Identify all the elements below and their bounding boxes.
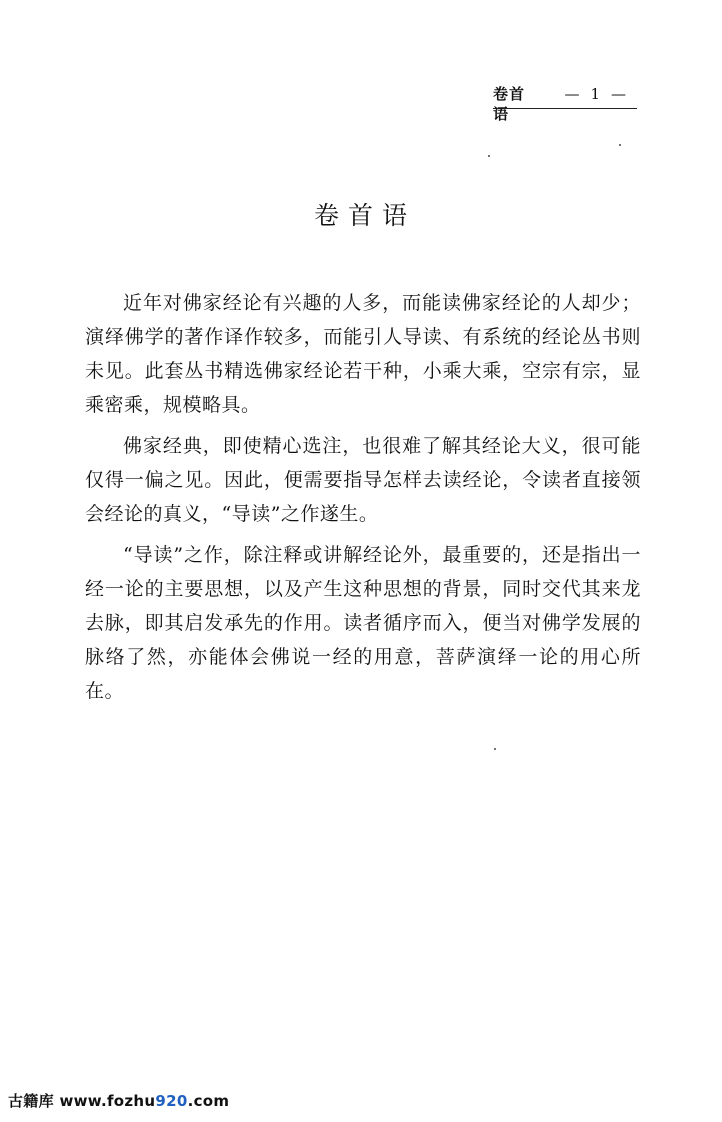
page-number-dash-left: — (564, 85, 581, 103)
body-text (85, 286, 641, 715)
running-header-title: 卷首语 (493, 85, 526, 123)
scan-speck (488, 155, 490, 157)
page-title: 卷首语 (313, 201, 416, 230)
watermark-url-prefix: www.fozhu (59, 1092, 156, 1110)
watermark-site-name: 古籍库 (8, 1092, 54, 1110)
page-number: 1 (590, 85, 601, 103)
footer-watermark (8, 1090, 229, 1111)
watermark-url (59, 1092, 229, 1110)
watermark-url-suffix: .com (187, 1092, 230, 1110)
running-header (493, 84, 637, 123)
page-number-dash-right: — (611, 85, 627, 103)
scan-speck (619, 144, 621, 146)
paragraph-3: “导读”之作，除注释或讲解经论外，最重要的，还是指出一经一论的主要思想，以及产生这种思想的背景，同时交代其来龙去脉，即其启发承先的作用。读者循序而入，便当对佛学发展的脉络了然，亦能体会佛说一经的用意，菩萨演绎一论的用心所在。 (85, 544, 641, 702)
paragraph-1: 近年对佛家经论有兴趣的人多，而能读佛家经论的人却少；演绎佛学的著作译作较多，而能引人导读、有系统的经论丛书则未见。此套丛书精选佛家经论若干种，小乘大乘，空宗有宗，显乘密乘，规模略具。 (85, 292, 641, 416)
watermark-url-number: 920 (155, 1092, 188, 1110)
scan-speck (494, 748, 496, 750)
paragraph-2: 佛家经典，即使精心选注，也很难了解其经论大义，很可能仅得一偏之见。因此，便需要指导怎样去读经论，令读者直接领会经论的真义，“导读”之作遂生。 (85, 435, 641, 525)
